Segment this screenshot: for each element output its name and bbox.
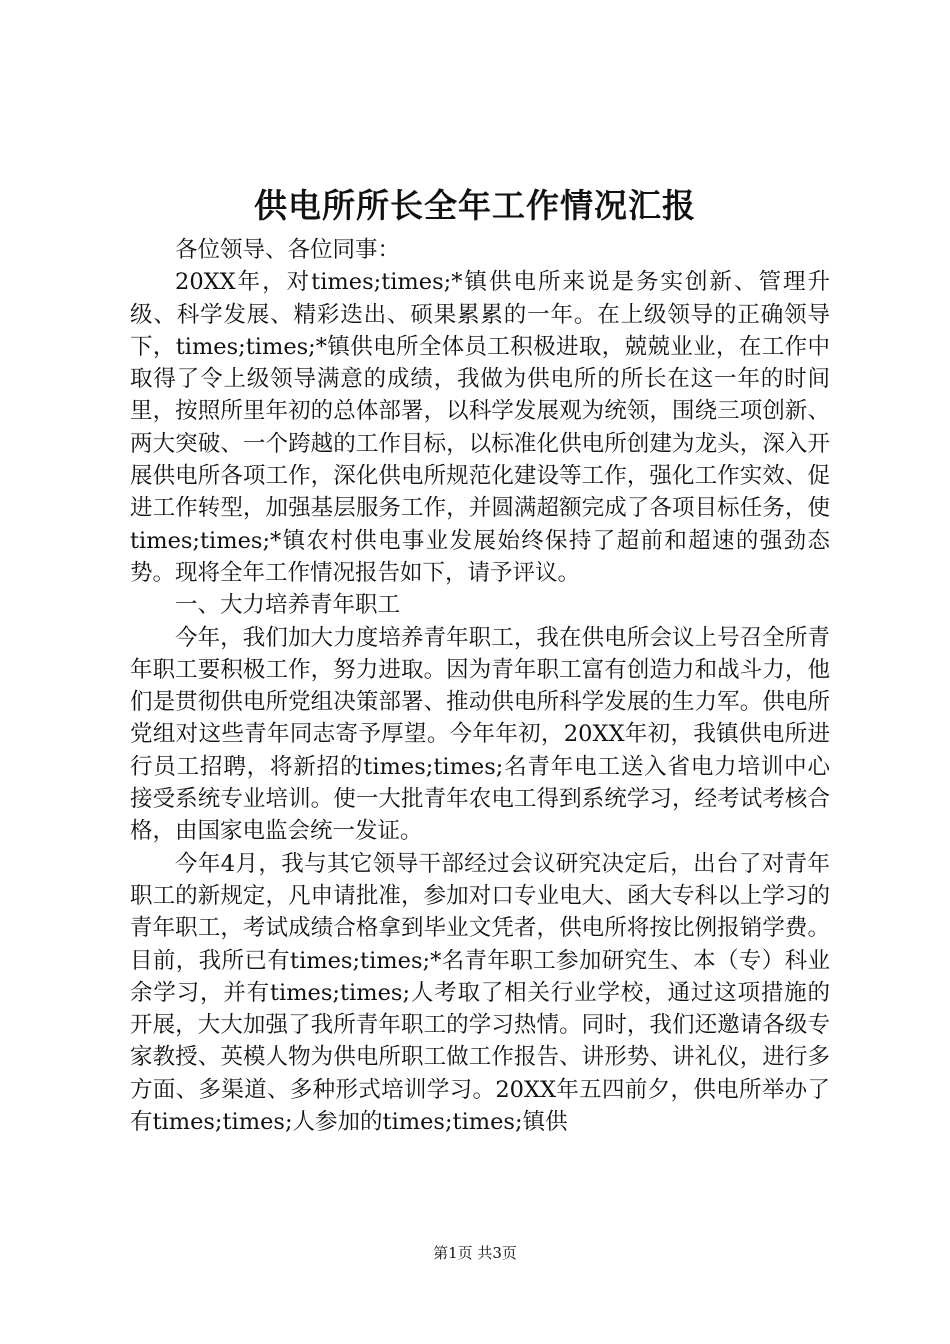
body-paragraph: 今年，我们加大力度培养青年职工，我在供电所会议上号召全所青年职工要积极工作，努力进取。因为青年职工富有创造力和战斗力，他们是贯彻供电所党组决策部署、推动供电所科学发展的生力军。供电所党组对这些青年同志寄予厚望。今年年初，20XX年初，我镇供电所进行员工招聘，将新招的times;times;名青年电工送入省电力培训中心接受系统专业培训。使一大批青年农电工得到系统学习，经考试考核合格，由国家电监会统一发证。 — [130, 624, 830, 845]
salutation: 各位领导、各位同事： — [175, 237, 401, 263]
page-footer: 第1页 共3页 — [433, 1244, 517, 1262]
body-paragraph: 今年4月，我与其它领导干部经过会议研究决定后，出台了对青年职工的新规定，凡申请批准，参加对口专业电大、函大专科以上学习的青年职工，考试成绩合格拿到毕业文凭者，供电所将按比例报销学费。目前，我所已有times;times;*名青年职工参加研究生、本（专）科业余学习，并有times;times;人考取了相关行业学校，通过这项措施的开展，大大加强了我所青年职工的学习热情。同时，我们还邀请各级专家教授、英模人物为供电所职工做工作报告、讲形势、讲礼仪，进行多方面、多渠道、多种形式培训学习。20XX年五四前夕，供电所举办了有times;times;人参加的times;times;镇供 — [130, 850, 830, 1136]
document-title: 供电所所长全年工作情况汇报 — [254, 186, 696, 225]
document-body — [130, 234, 830, 1138]
intro-paragraph: 20XX年，对times;times;*镇供电所来说是务实创新、管理升级、科学发展、精彩迭出、硕果累累的一年。在上级领导的正确领导下，times;times;*镇供电所全体员工积极进取，兢兢业业，在工作中取得了令上级领导满意的成绩，我做为供电所的所长在这一年的时间里，按照所里年初的总体部署，以科学发展观为统领，围绕三项创新、两大突破、一个跨越的工作目标，以标准化供电所创建为龙头，深入开展供电所各项工作，深化供电所规范化建设等工作，强化工作实效、促进工作转型，加强基层服务工作，并圆满超额完成了各项目标任务，使times;times;*镇农村供电事业发展始终保持了超前和超速的强劲态势。现将全年工作情况报告如下，请予评议。 — [130, 269, 830, 586]
section-heading: 一、大力培养青年职工 — [175, 592, 401, 619]
